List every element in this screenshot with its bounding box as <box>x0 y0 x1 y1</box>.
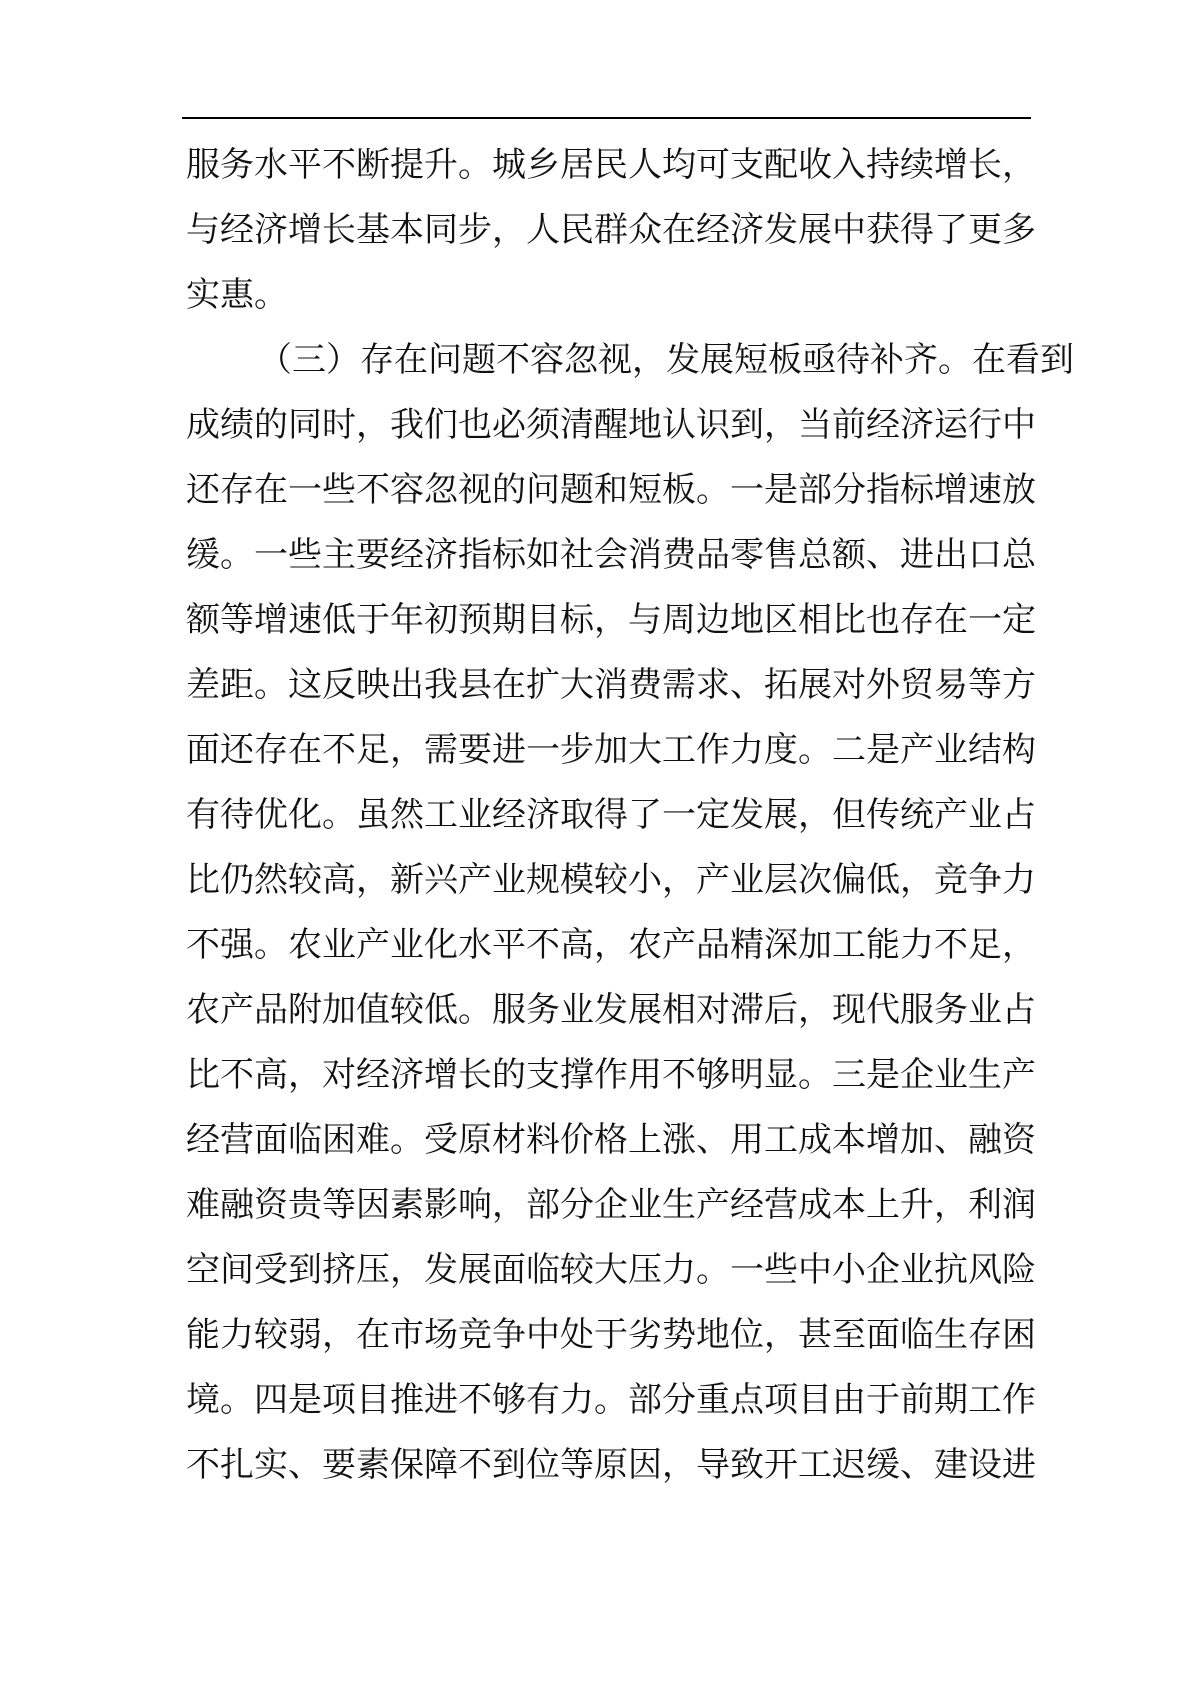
section-heading-line: （三）存在问题不容忽视，发展短板亟待补齐。在看到 <box>258 340 1074 380</box>
body-line: 成绩的同时，我们也必须清醒地认识到，当前经济运行中 <box>186 405 1036 445</box>
body-line: 额等增速低于年初预期目标，与周边地区相比也存在一定 <box>186 600 1036 640</box>
header-rule <box>182 117 1031 119</box>
body-line: 境。四是项目推进不够有力。部分重点项目由于前期工作 <box>186 1380 1036 1420</box>
body-line: 还存在一些不容忽视的问题和短板。一是部分指标增速放 <box>186 470 1036 510</box>
body-line: 经营面临困难。受原材料价格上涨、用工成本增加、融资 <box>186 1120 1036 1160</box>
body-line: 与经济增长基本同步，人民群众在经济发展中获得了更多 <box>186 210 1036 250</box>
body-line: 难融资贵等因素影响，部分企业生产经营成本上升，利润 <box>186 1185 1036 1225</box>
body-line: 农产品附加值较低。服务业发展相对滞后，现代服务业占 <box>186 990 1036 1030</box>
body-line: 有待优化。虽然工业经济取得了一定发展，但传统产业占 <box>186 795 1036 835</box>
body-line: 服务水平不断提升。城乡居民人均可支配收入持续增长， <box>186 145 1036 185</box>
body-line: 缓。一些主要经济指标如社会消费品零售总额、进出口总 <box>186 535 1036 575</box>
body-line: 能力较弱，在市场竞争中处于劣势地位，甚至面临生存困 <box>186 1315 1036 1355</box>
body-line: 面还存在不足，需要进一步加大工作力度。二是产业结构 <box>186 730 1036 770</box>
body-line: 空间受到挤压，发展面临较大压力。一些中小企业抗风险 <box>186 1250 1036 1290</box>
body-line: 不强。农业产业化水平不高，农产品精深加工能力不足， <box>186 925 1036 965</box>
body-line: 比仍然较高，新兴产业规模较小，产业层次偏低，竞争力 <box>186 860 1036 900</box>
body-line: 实惠。 <box>186 275 288 315</box>
body-line: 比不高，对经济增长的支撑作用不够明显。三是企业生产 <box>186 1055 1036 1095</box>
body-line: 差距。这反映出我县在扩大消费需求、拓展对外贸易等方 <box>186 665 1036 705</box>
body-line: 不扎实、要素保障不到位等原因，导致开工迟缓、建设进 <box>186 1445 1036 1485</box>
